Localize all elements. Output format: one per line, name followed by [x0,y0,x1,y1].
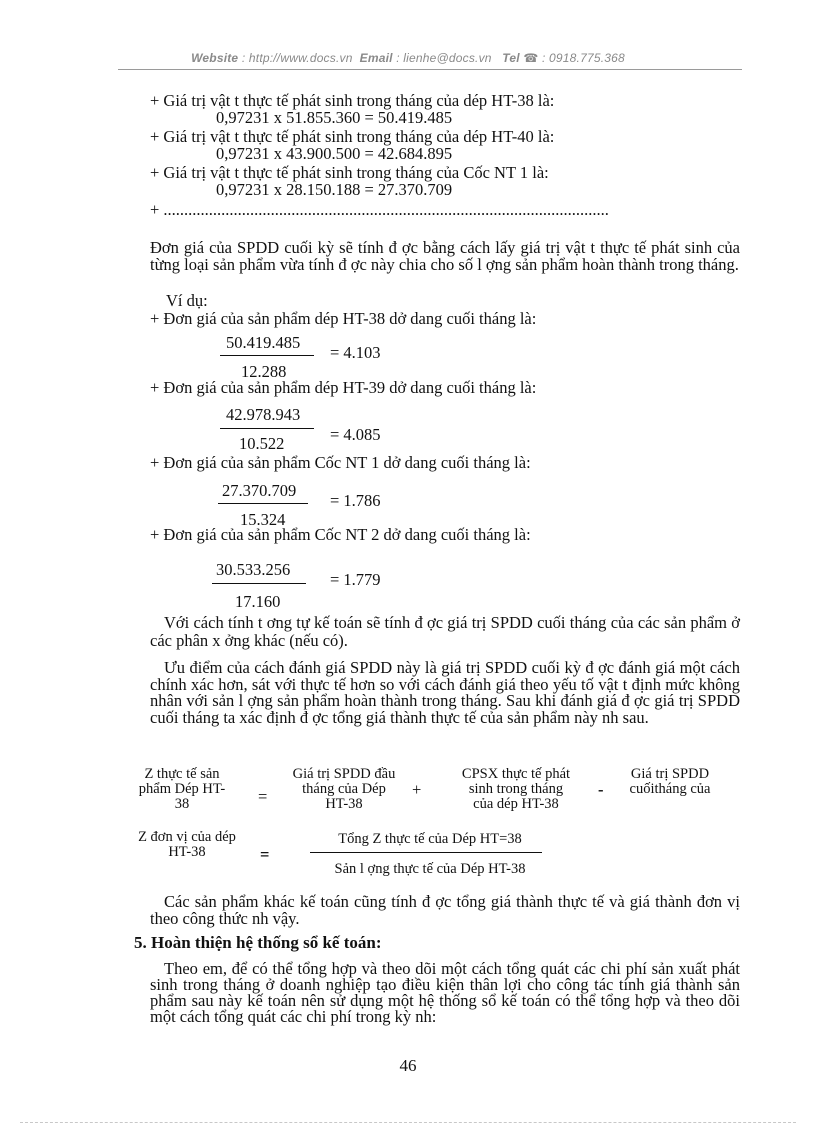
fraction-denominator: 10.522 [239,434,285,453]
formula-col-closing-spdd: Giá trị SPDD cuốitháng của [629,767,711,797]
fraction-bar [212,583,306,584]
fraction-bar [220,355,314,356]
formula-col-opening-spdd: Giá trị SPDD đầu tháng của Dép HT-38 [292,767,396,812]
fraction-numerator: 30.533.256 [216,560,291,579]
fraction-denominator: 17.160 [235,592,281,611]
calc-line-label: + Giá trị vật t thực tế phát sinh trong tháng của Cốc NT 1 là: [150,163,549,182]
header-divider [118,69,742,70]
website-label: Website [191,51,239,65]
fraction-bar [218,503,308,504]
email-label: Email [359,51,393,65]
paragraph-other-workshops: Với cách tính t ơng tự kế toán sẽ tính đ ợc giá trị SPDD cuối tháng của các sản phẩm ở các phân x ởng khác (nếu có). [150,613,740,650]
fraction-denominator: 15.324 [240,510,286,529]
paragraph-spdd-unit-price: Đơn giá của SPDD cuối kỳ sẽ tính đ ợc bằng cách lấy giá trị vật t thực tế phát sinh của từng loại sản phẩm vừa tính đ ợc này chia cho số l ợng sản phẩm hoàn thành trong tháng. [150,238,740,274]
fraction-bar [220,428,314,429]
formula-col-z-actual: Z thực tế sản phẩm Dép HT-38 [138,767,226,812]
formula-output: Sản l ợng thực tế của Dép HT-38 [334,861,526,877]
calc-line-formula: 0,97231 x 51.855.360 = 50.419.485 [216,108,453,127]
tel-label: Tel [502,51,520,65]
formula-minus: - [598,780,604,799]
tel-value: ☎ : 0918.775.368 [523,51,625,65]
calc-line-label: + Giá trị vật t thực tế phát sinh trong tháng của dép HT-40 là: [150,127,555,146]
paragraph-advantages: Ưu điểm của cách đánh giá SPDD này là giá trị SPDD cuối kỳ đ ợc đánh giá một cách chính xác hơn, sát với thực tế hơn so với cách đánh giá theo yếu tố vật t định mức không nhân với sản l ợng sản phẩm hoàn thành trong tháng. Sau khi đánh giá đ ợc giá trị SPDD cuối tháng ta xác định đ ợc tổng giá thành thực tế của sản phẩm này nh sau. [150,658,740,727]
page-number: 46 [399,1056,417,1075]
fraction-result: = 4.103 [330,343,381,362]
fraction-result: = 1.779 [330,570,381,589]
calc-line-ellipsis: + ............................................................................................................ [150,200,609,219]
unit-price-label: + Đơn giá của sản phẩm Cốc NT 2 dở dang cuối tháng là: [150,525,531,544]
email-value[interactable]: : lienhe@docs.vn [396,51,492,65]
page-header [0,51,816,65]
fraction-denominator: 12.288 [241,362,287,381]
fraction-result: = 1.786 [330,491,381,510]
formula-equals: = [258,787,268,806]
fraction-numerator: 42.978.943 [226,405,301,424]
calc-line-formula: 0,97231 x 28.150.188 = 27.370.709 [216,180,453,199]
formula-plus: + [412,780,422,799]
calc-line-label: + Giá trị vật t thực tế phát sinh trong tháng của dép HT-38 là: [150,91,555,110]
fraction-numerator: 27.370.709 [222,481,297,500]
formula-col-cpsx: CPSX thực tế phát sinh trong tháng của dép HT-38 [461,767,571,812]
example-label: Ví dụ: [166,291,208,310]
formula-equals: = [260,845,270,864]
fraction-bar [310,852,542,853]
paragraph-other-products: Các sản phẩm khác kế toán cũng tính đ ợc tổng giá thành thực tế và giá thành đơn vị theo công thức nh vậy. [150,892,740,928]
unit-price-label: + Đơn giá của sản phẩm Cốc NT 1 dở dang cuối tháng là: [150,453,531,472]
fraction-result: = 4.085 [330,425,381,444]
paragraph-ledger-system: Theo em, để có thể tổng hợp và theo dõi một cách tổng quát các chi phí sản xuất phát sinh trong tháng ở doanh nghiệp tạo điều kiện thân lợi cho công tác tính giá thành sản phẩm sau này kế toán nên sử dụng một hệ thống sổ kế toán có thể tổng hợp và theo dõi một cách tổng quát các chi phí trong kỳ nh: [150,959,740,1026]
fraction-numerator: 50.419.485 [226,333,301,352]
website-value[interactable]: : http://www.docs.vn [241,51,353,65]
unit-price-label: + Đơn giá của sản phẩm dép HT-39 dở dang cuối tháng là: [150,378,537,397]
formula-z-unit: Z đơn vị của dép HT-38 [138,830,236,860]
calc-line-formula: 0,97231 x 43.900.500 = 42.684.895 [216,144,453,163]
unit-price-label: + Đơn giá của sản phẩm dép HT-38 dở dang cuối tháng là: [150,309,537,328]
section-heading: 5. Hoàn thiện hệ thống sổ kế toán: [134,933,382,952]
formula-total-z: Tổng Z thực tế của Dép HT=38 [338,831,522,847]
